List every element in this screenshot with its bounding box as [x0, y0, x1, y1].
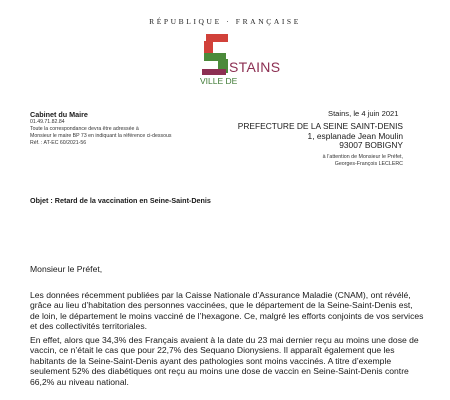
recipient-city: 93007 BOBIGNY — [339, 140, 403, 150]
sender-phone: 01.49.71.82.84 — [30, 119, 65, 125]
letter-subject: Objet : Retard de la vaccination en Seine-Saint-Denis — [30, 196, 211, 205]
recipient-street: 1, esplanade Jean Moulin — [307, 131, 403, 141]
logo-brand-text: STAINS — [229, 59, 281, 75]
letter-paragraph-1: Les données récemment publiées par la Caisse Nationale d’Assurance Maladie (CNAM), ont révélé, grâce au lieu d’habitation des personnes vaccinées, que le département de la Seine-Saint-Denis est, de loin, le département le moins vacciné de l’hexagone. Ce, malgré les efforts conjoints de vos services et des collectivités territoriales. — [30, 290, 424, 332]
letter-date: Stains, le 4 juin 2021 — [328, 109, 399, 118]
sender-reference: Réf. : AT-EC 60/2021-56 — [30, 140, 87, 146]
republic-header: RÉPUBLIQUE · FRANÇAISE — [149, 17, 301, 26]
sender-correspondence-line-1: Toute la correspondance devra être adressée à — [30, 126, 139, 132]
sender-title: Cabinet du Maire — [30, 110, 88, 119]
letter-greeting: Monsieur le Préfet, — [30, 264, 103, 274]
sender-correspondence-line-2: Monsieur le maire BP 73 en indiquant la référence ci-dessous — [30, 133, 172, 139]
letter-paragraph-2: En effet, alors que 34,3% des Français avaient à la date du 23 mai dernier reçu au moins une dose de vaccin, ce n’était le cas que pour 22,7% des Sequano Dionysiens. Il apparaît également que les habitants de la Seine-Saint-Denis ayant des pathologies sont moins vaccinés. A titre d’exemple seulement 52% des diabétiques ont reçu au moins une dose de vaccin en Seine-Saint-Denis contre 66,2% au niveau national. — [30, 335, 419, 387]
attention-line-1: à l’attention de Monsieur le Préfet, — [322, 154, 403, 160]
attention-line-2: Georges-François LECLERC — [334, 161, 403, 167]
logo-ville-text: VILLE DE — [200, 76, 238, 86]
stains-logo — [196, 31, 316, 91]
recipient-name: PREFECTURE DE LA SEINE SAINT-DENIS — [237, 121, 403, 131]
